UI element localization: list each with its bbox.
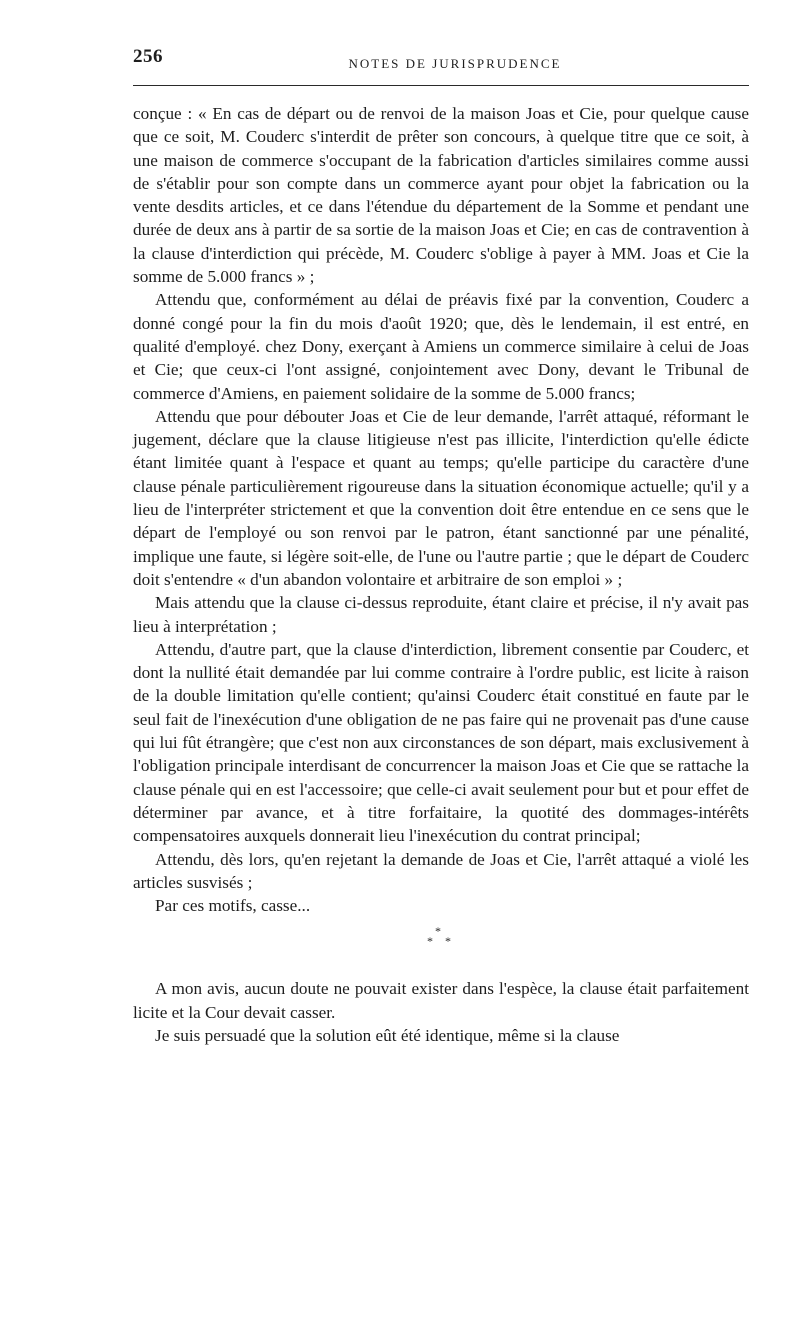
commentary-paragraph-1: A mon avis, aucun doute ne pouvait exister dans l'espèce, la clause était parfaitement licite et la Cour devait casser. <box>133 979 749 1022</box>
paragraph-attendu-3: Attendu, d'autre part, que la clause d'interdiction, librement consentie par Couderc, et dont la nullité était demandée par lui comme contraire à l'ordre public, est licite à raison de la double limitation qu'elle contient; qu'ainsi Couderc était constitué en faute par le seul fait de l'inexécution d'une obligation de ne pas faire qui ne provenait pas d'une cause qui lui fût étrangère; que c'est non aux circonstances de son départ, mais exclusivement à l'obligation principale interdisant de concurrencer la maison Joas et Cie que se rattache la clause pénale qui en est l'accessoire; que celle-ci avait seulement pour but et pour effet de déterminer par avance, et à titre forfaitaire, la quotité des dommages-intérêts compensatoires auxquels donnerait lieu l'inexécution du contrat principal; <box>133 639 750 846</box>
paragraph-quoted-clause: conçue : « En cas de départ ou de renvoi de la maison Joas et Cie, pour quelque cause que ce soit, M. Couderc s'interdit de prêter son concours, à quelque titre que ce soit, à une maison de commerce s'occupant de la fabrication d'articles similaires comme aussi de s'établir pour son compte dans un commerce ayant pour objet la fabrication ou la vente desdits articles, et ce dans l'étendue du département de la Somme et pendant une durée de deux ans à partir de sa sortie de la maison Joas et Cie; en cas de contravention à la clause d'interdiction qui précède, M. Couderc s'oblige à payer à MM. Joas et Cie la somme de 5.000 francs » ; <box>133 104 749 287</box>
paragraph-attendu-4: Attendu, dès lors, qu'en rejetant la demande de Joas et Cie, l'arrêt attaqué a violé les articles susvisés ; <box>133 849 749 892</box>
running-header: NOTES DE JURISPRUDENCE <box>348 56 562 71</box>
asterism-star-icon: * <box>427 934 433 949</box>
paragraph-attendu-1: Attendu que, conformément au délai de préavis fixé par la convention, Couderc a donné congé pour la fin du mois d'août 1920; que, dès le lendemain, il est entré, en qualité d'employé. chez Dony, exerçant à Amiens un commerce similaire à celui de Joas et Cie; que ceux-ci l'ont assigné, conjointement avec Dony, devant le Tribunal de commerce d'Amiens, en paiement solidaire de la somme de 5.000 francs; <box>133 290 749 403</box>
commentary-paragraph-2: Je suis persuadé que la solution eût été identique, même si la clause <box>155 1025 620 1045</box>
paragraph-dispositif: Par ces motifs, casse... <box>155 896 311 916</box>
paragraph-mais-attendu: Mais attendu que la clause ci-dessus reproduite, étant claire et précise, il n'y avait pas lieu à interprétation ; <box>133 593 749 636</box>
body-text <box>133 102 749 1047</box>
page-number: 256 <box>133 46 163 67</box>
paragraph-attendu-2: Attendu que pour débouter Joas et Cie de leur demande, l'arrêt attaqué, réformant le jugement, déclare que la clause litigieuse n'est pas illicite, l'interdiction qu'elle édicte étant limitée quant à l'espace et quant au temps; qu'elle participe du caractère d'une clause pénale particulièrement rigoureuse dans la situation économique actuelle; qu'il y a lieu de l'interpréter strictement et que la convention doit être entendue en ce sens que le départ de l'employé ou son renvoi par le patron, étant sanctionné par une pénalité, implique une faute, si légère soit-elle, de l'une ou l'autre partie ; que le départ de Couderc doit s'entendre « d'un abandon volontaire et arbitraire de son emploi » ; <box>133 406 749 589</box>
section-gap <box>133 961 749 977</box>
asterism-star-icon: * <box>445 934 451 949</box>
asterism-separator <box>133 917 749 961</box>
asterism-star-icon: * <box>435 924 441 939</box>
header-rule <box>133 85 749 86</box>
